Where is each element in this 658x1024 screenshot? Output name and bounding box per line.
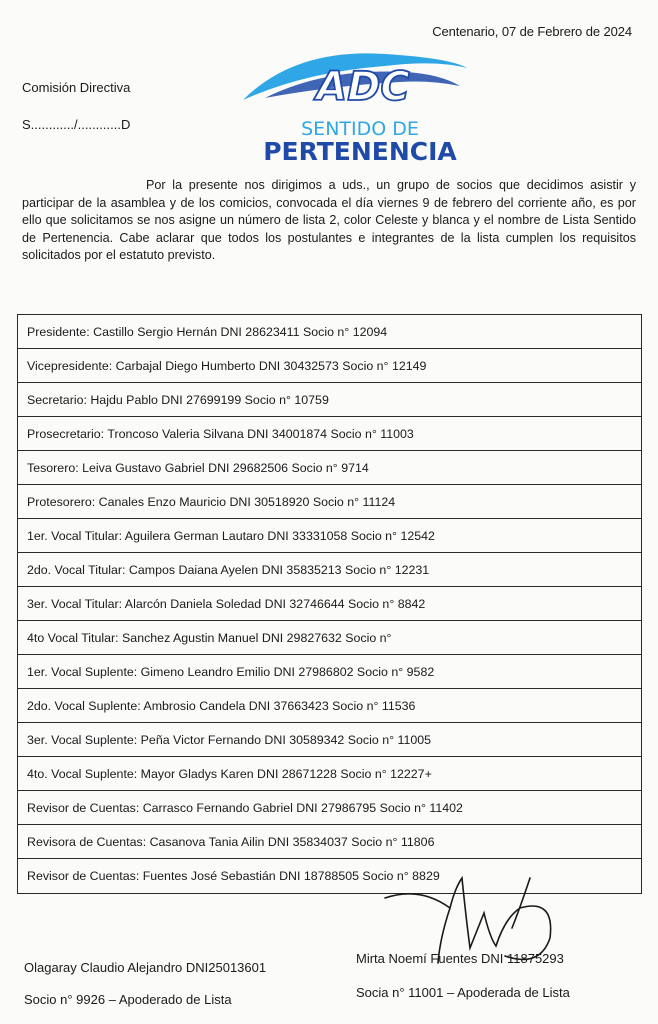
signer-left-role: Socio n° 9926 – Apoderado de Lista <box>24 992 232 1007</box>
table-row: 4to. Vocal Suplente: Mayor Gladys Karen DNI 28671228 Socio n° 12227+ <box>18 757 641 791</box>
signer-right-name: Mirta Noemí Fuentes DNI 11875293 <box>356 951 564 966</box>
recipient: Comisión Directiva <box>22 80 131 95</box>
candidate-list-table <box>17 314 642 894</box>
sd-salutation: S............/............D <box>22 117 131 132</box>
signer-left-name: Olagaray Claudio Alejandro DNI25013601 <box>24 960 267 975</box>
table-row: Presidente: Castillo Sergio Hernán DNI 28623411 Socio n° 12094 <box>18 315 641 349</box>
table-row: Protesorero: Canales Enzo Mauricio DNI 30518920 Socio n° 11124 <box>18 485 641 519</box>
logo-line1: SENTIDO DE <box>301 118 419 140</box>
table-row: 3er. Vocal Titular: Alarcón Daniela Soledad DNI 32746644 Socio n° 8842 <box>18 587 641 621</box>
table-row: 1er. Vocal Suplente: Gimeno Leandro Emilio DNI 27986802 Socio n° 9582 <box>18 655 641 689</box>
adc-logo <box>235 38 485 168</box>
table-row: 3er. Vocal Suplente: Peña Victor Fernando DNI 30589342 Socio n° 11005 <box>18 723 641 757</box>
date-line: Centenario, 07 de Febrero de 2024 <box>432 24 632 39</box>
table-row: Prosecretario: Troncoso Valeria Silvana DNI 34001874 Socio n° 11003 <box>18 417 641 451</box>
table-row: Revisora de Cuentas: Casanova Tania Ailin DNI 35834037 Socio n° 11806 <box>18 825 641 859</box>
logo-acronym: ADC <box>316 64 410 110</box>
table-row: Tesorero: Leiva Gustavo Gabriel DNI 29682506 Socio n° 9714 <box>18 451 641 485</box>
table-row: Revisor de Cuentas: Fuentes José Sebastián DNI 18788505 Socio n° 8829 <box>27 869 440 883</box>
table-row: Revisor de Cuentas: Carrasco Fernando Gabriel DNI 27986795 Socio n° 11402 <box>18 791 641 825</box>
table-row: 1er. Vocal Titular: Aguilera German Lautaro DNI 33331058 Socio n° 12542 <box>18 519 641 553</box>
request-paragraph: Por la presente nos dirigimos a uds., un grupo de socios que decidimos asistir y participar de la asamblea y de los comicios, convocada el día viernes 9 de febrero del corriente año, es por ello que solicitamos se nos asigne un número de lista 2, color Celeste y blanca y el nombre de Lista Sentido de Pertenencia. Cabe aclarar que todos los postulantes e integrantes de la lista cumplen los requisitos solicitados por el estatuto previsto. <box>22 178 636 262</box>
table-row: Vicepresidente: Carbajal Diego Humberto DNI 30432573 Socio n° 12149 <box>18 349 641 383</box>
table-row: 2do. Vocal Suplente: Ambrosio Candela DNI 37663423 Socio n° 11536 <box>18 689 641 723</box>
signer-right-role: Socia n° 11001 – Apoderada de Lista <box>356 985 570 1000</box>
table-row: Secretario: Hajdu Pablo DNI 27699199 Socio n° 10759 <box>18 383 641 417</box>
logo-line2: PERTENENCIA <box>263 137 457 166</box>
table-row: 4to Vocal Titular: Sanchez Agustin Manuel DNI 29827632 Socio n° <box>18 621 641 655</box>
table-row: 2do. Vocal Titular: Campos Daiana Ayelen DNI 35835213 Socio n° 12231 <box>18 553 641 587</box>
